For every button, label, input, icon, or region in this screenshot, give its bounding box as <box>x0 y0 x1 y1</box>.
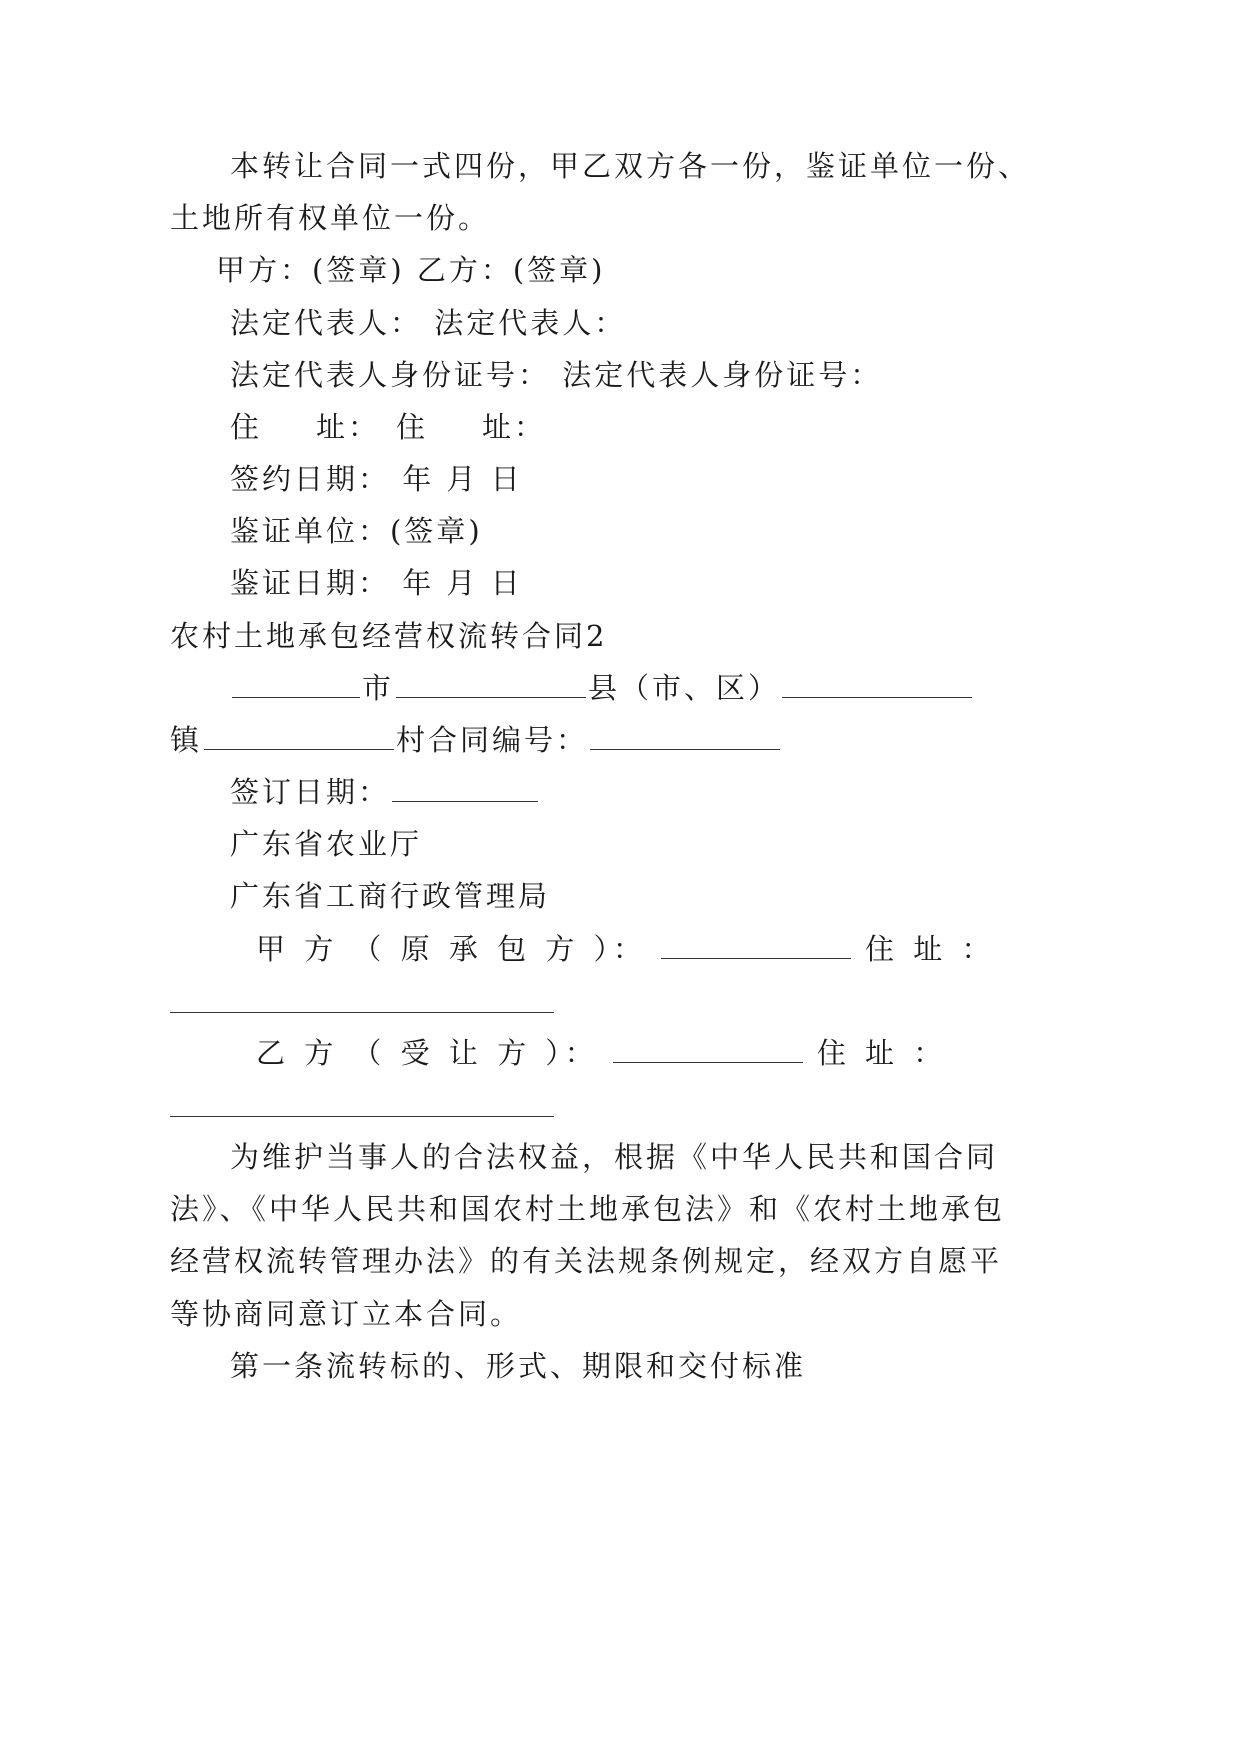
town-blank <box>204 725 394 750</box>
village-contract-label: 村合同编号： <box>396 723 589 757</box>
sign-date-line: 签约日期： 年 月 日 <box>230 462 523 496</box>
party-b-blank <box>613 1038 803 1063</box>
department-2: 广东省工商行政管理局 <box>230 879 551 913</box>
location-line-2 <box>170 720 782 760</box>
paragraph-copies-line1: 本转让合同一式四份，甲乙双方各一份，鉴证单位一份、 <box>230 149 1031 183</box>
sign-date2-label: 签订日期： <box>230 775 391 809</box>
party-a-blank <box>661 934 851 959</box>
county-blank <box>396 673 586 698</box>
party-b-label: 乙 方 （ 受 让 方 ）： <box>256 1036 599 1070</box>
district-blank <box>782 673 972 698</box>
intro-line-1: 为维护当事人的合法权益，根据《中华人民共和国合同 <box>230 1140 999 1174</box>
county-label: 县（市、区） <box>588 671 781 705</box>
legal-rep-line: 法定代表人： 法定代表人： <box>230 306 627 340</box>
address-label-a1: 住 <box>230 410 263 444</box>
intro-line-2: 法》、《中华人民共和国农村土地承包法》和《农村土地承包 <box>170 1192 1006 1226</box>
address-label-b1: 住 <box>396 410 429 444</box>
city-label: 市 <box>362 671 395 705</box>
address-line <box>230 407 546 447</box>
contract-number-blank <box>590 725 780 750</box>
notary-unit-line: 鉴证单位：(签章) <box>230 514 483 548</box>
city-blank <box>232 673 360 698</box>
party-a-address-blank <box>170 1012 554 1013</box>
party-a-label: 甲 方 （ 原 承 包 方 ）： <box>256 932 648 966</box>
notary-date-line: 鉴证日期： 年 月 日 <box>230 566 523 600</box>
party-b-address-label: 住 址 ： <box>816 1036 948 1070</box>
address-label-b2: 址： <box>482 410 547 444</box>
party-a-line <box>256 929 995 969</box>
party-b-line <box>256 1033 947 1073</box>
sign-date2-line <box>230 772 540 812</box>
sign-date2-blank <box>392 777 538 802</box>
legal-rep-id-line: 法定代表人身份证号： 法定代表人身份证号： <box>230 358 883 392</box>
contract-title: 农村土地承包经营权流转合同2 <box>170 619 608 653</box>
paragraph-copies-line2: 土地所有权单位一份。 <box>170 201 491 235</box>
party-a-address-label: 住 址 ： <box>865 932 996 966</box>
party-b-address-blank <box>170 1116 554 1117</box>
intro-line-3: 经营权流转管理办法》的有关法规条例规定，经双方自愿平 <box>170 1244 1003 1278</box>
sign-parties-line: 甲方：(签章) 乙方：(签章) <box>216 253 606 287</box>
article-1-heading: 第一条流转标的、形式、期限和交付标准 <box>230 1349 807 1383</box>
intro-line-4: 等协商同意订立本合同。 <box>170 1297 523 1331</box>
department-1: 广东省农业厅 <box>230 827 423 861</box>
town-label: 镇 <box>170 723 203 757</box>
address-label-a2: 址： <box>316 410 381 444</box>
location-line-1 <box>230 668 974 708</box>
